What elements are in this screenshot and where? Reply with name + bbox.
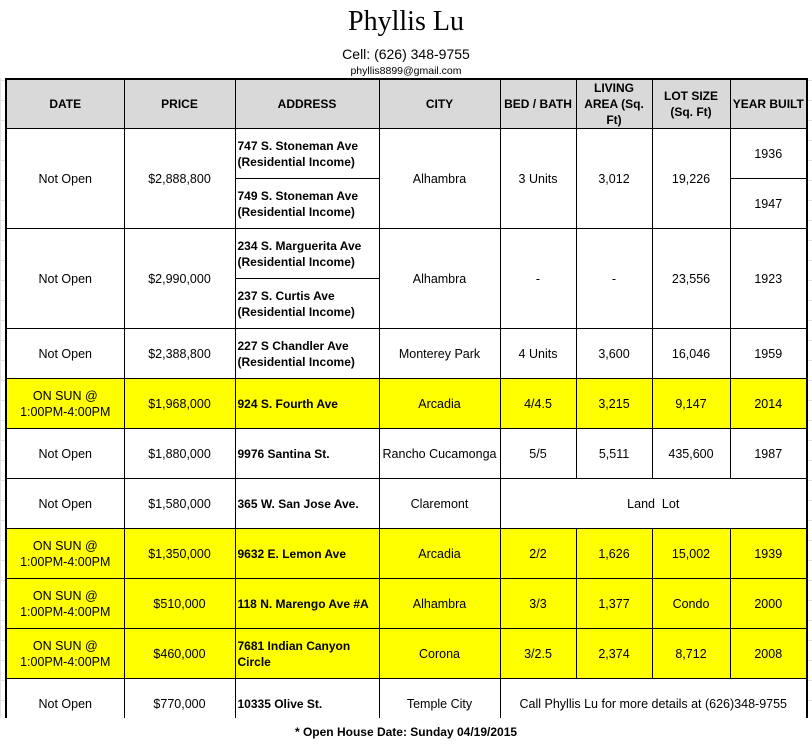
year-cell: 1947: [730, 179, 807, 229]
city-cell: Rancho Cucamonga: [379, 429, 500, 479]
city-cell: Arcadia: [379, 379, 500, 429]
lot-size-cell: 15,002: [652, 529, 730, 579]
date-cell: Not Open: [6, 429, 124, 479]
table-row-open-house: [6, 529, 807, 579]
city-cell: Temple City: [379, 679, 500, 730]
lot-size-cell: 23,556: [652, 229, 730, 329]
city-cell: Claremont: [379, 479, 500, 529]
address-cell: 747 S. Stoneman Ave (Residential Income): [235, 129, 379, 179]
column-header: CITY: [379, 79, 500, 129]
date-cell: Not Open: [6, 329, 124, 379]
column-header: LOT SIZE (Sq. Ft): [652, 79, 730, 129]
year-cell: 2008: [730, 629, 807, 679]
year-cell: 1936: [730, 129, 807, 179]
address-cell: 749 S. Stoneman Ave (Residential Income): [235, 179, 379, 229]
table-row: [6, 229, 807, 279]
year-cell: 2014: [730, 379, 807, 429]
living-area-cell: 5,511: [576, 429, 652, 479]
address-cell: 7681 Indian Canyon Circle: [235, 629, 379, 679]
agent-header: [0, 0, 812, 78]
price-cell: $2,888,800: [124, 129, 235, 229]
date-cell: ON SUN @ 1:00PM-4:00PM: [6, 379, 124, 429]
column-header: LIVING AREA (Sq. Ft): [576, 79, 652, 129]
date-cell: Not Open: [6, 129, 124, 229]
table-row-open-house: [6, 379, 807, 429]
date-cell: Not Open: [6, 679, 124, 730]
lot-size-cell: Condo: [652, 579, 730, 629]
city-cell: Alhambra: [379, 129, 500, 229]
price-cell: $460,000: [124, 629, 235, 679]
price-cell: $2,388,800: [124, 329, 235, 379]
table-row: [6, 329, 807, 379]
city-cell: Monterey Park: [379, 329, 500, 379]
bedbath-cell: 5/5: [500, 429, 576, 479]
address-cell: 227 S Chandler Ave (Residential Income): [235, 329, 379, 379]
city-cell: Corona: [379, 629, 500, 679]
address-cell: 237 S. Curtis Ave (Residential Income): [235, 279, 379, 329]
agent-email: phyllis8899@gmail.com: [350, 65, 462, 77]
bedbath-cell: -: [500, 229, 576, 329]
bedbath-cell: 4 Units: [500, 329, 576, 379]
lot-size-cell: 8,712: [652, 629, 730, 679]
note-cell: Call Phyllis Lu for more details at (626)348-9755: [500, 679, 807, 730]
table-row: [6, 429, 807, 479]
address-cell: 9976 Santina St.: [235, 429, 379, 479]
column-header: DATE: [6, 79, 124, 129]
living-area-cell: 1,377: [576, 579, 652, 629]
city-cell: Alhambra: [379, 229, 500, 329]
year-cell: 1959: [730, 329, 807, 379]
agent-phone: Cell: (626) 348-9755: [342, 46, 470, 62]
bedbath-cell: 3/3: [500, 579, 576, 629]
address-cell: 9632 E. Lemon Ave: [235, 529, 379, 579]
column-header: BED / BATH: [500, 79, 576, 129]
city-cell: Arcadia: [379, 529, 500, 579]
city-cell: Alhambra: [379, 579, 500, 629]
date-cell: ON SUN @ 1:00PM-4:00PM: [6, 529, 124, 579]
address-cell: 365 W. San Jose Ave.: [235, 479, 379, 529]
price-cell: $1,350,000: [124, 529, 235, 579]
price-cell: $2,990,000: [124, 229, 235, 329]
lot-size-cell: 435,600: [652, 429, 730, 479]
living-area-cell: 3,012: [576, 129, 652, 229]
column-header: ADDRESS: [235, 79, 379, 129]
address-cell: 118 N. Marengo Ave #A: [235, 579, 379, 629]
price-cell: $1,968,000: [124, 379, 235, 429]
address-cell: 924 S. Fourth Ave: [235, 379, 379, 429]
living-area-cell: 1,626: [576, 529, 652, 579]
address-cell: 234 S. Marguerita Ave (Residential Income): [235, 229, 379, 279]
table-row: [6, 129, 807, 179]
year-cell: 2000: [730, 579, 807, 629]
bedbath-cell: 2/2: [500, 529, 576, 579]
table-row: [6, 479, 807, 529]
date-cell: ON SUN @ 1:00PM-4:00PM: [6, 579, 124, 629]
open-house-date-note: * Open House Date: Sunday 04/19/2015: [294, 725, 518, 739]
lot-size-cell: 16,046: [652, 329, 730, 379]
column-header: PRICE: [124, 79, 235, 129]
table-row-open-house: [6, 579, 807, 629]
year-cell: 1939: [730, 529, 807, 579]
price-cell: $1,580,000: [124, 479, 235, 529]
agent-name: Phyllis Lu: [348, 6, 464, 37]
address-cell: 10335 Olive St.: [235, 679, 379, 730]
table-row-open-house: [6, 629, 807, 679]
listings-table: [5, 78, 808, 730]
table-header-row: [6, 79, 807, 129]
lot-size-cell: 9,147: [652, 379, 730, 429]
price-cell: $770,000: [124, 679, 235, 730]
bedbath-cell: 3/2.5: [500, 629, 576, 679]
living-area-cell: 3,600: [576, 329, 652, 379]
living-area-cell: 3,215: [576, 379, 652, 429]
price-cell: $510,000: [124, 579, 235, 629]
year-cell: 1923: [730, 229, 807, 329]
bedbath-cell: 3 Units: [500, 129, 576, 229]
bedbath-cell: 4/4.5: [500, 379, 576, 429]
year-cell: 1987: [730, 429, 807, 479]
date-cell: ON SUN @ 1:00PM-4:00PM: [6, 629, 124, 679]
living-area-cell: 2,374: [576, 629, 652, 679]
column-header: YEAR BUILT: [730, 79, 807, 129]
living-area-cell: -: [576, 229, 652, 329]
lot-size-cell: 19,226: [652, 129, 730, 229]
note-cell: Land Lot: [500, 479, 807, 529]
date-cell: Not Open: [6, 479, 124, 529]
price-cell: $1,880,000: [124, 429, 235, 479]
date-cell: Not Open: [6, 229, 124, 329]
